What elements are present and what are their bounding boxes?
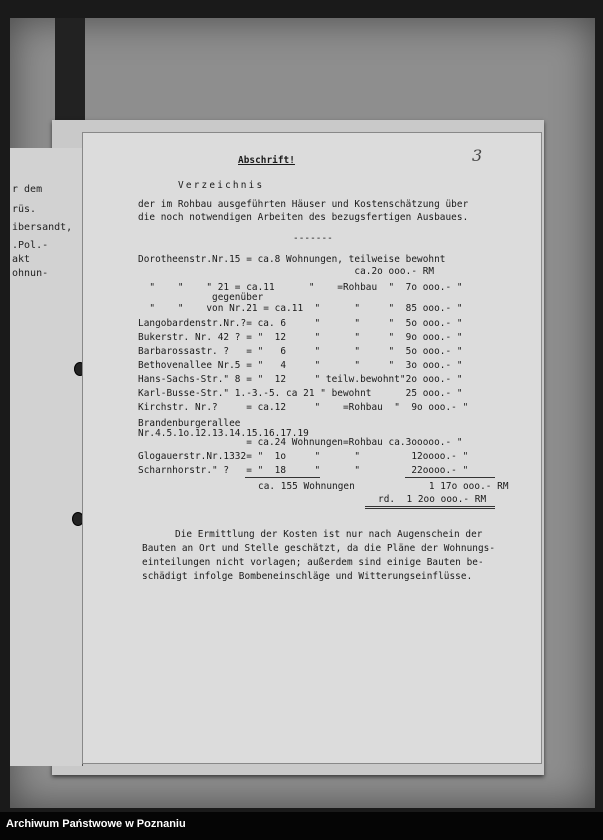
list-item: Bukerstr. Nr. 42 ? = " 12 " " " 9o ooo.- "	[138, 332, 463, 343]
list-item: Karl-Busse-Str." 1.-3.-5. ca 21 " bewohnt 25 ooo.- "	[138, 388, 463, 399]
list-item: Hans-Sachs-Str." 8 = " 12 " teilw.bewohnt"2o ooo.- "	[138, 374, 463, 385]
list-item: Glogauerstr.Nr.1332= " 1o " " 12oooo.- "	[138, 451, 469, 462]
archive-label: Archiwum Państwowe w Poznaniu	[6, 818, 186, 830]
list-item: Barbarossastr. ? = " 6 " " " 5o ooo.- "	[138, 346, 463, 357]
fragment-line: .Pol.-	[12, 240, 49, 251]
left-page-fragment	[10, 148, 83, 766]
document-heading: Abschrift!	[238, 155, 295, 166]
binder-strip	[55, 18, 85, 128]
fragment-line: akt	[12, 254, 31, 265]
subtitle-line: die noch notwendigen Arbeiten des bezugsfertigen Ausbaues.	[138, 212, 469, 223]
document-page	[82, 132, 542, 764]
note-line: schädigt infolge Bombeneinschläge und Witterungseinflüsse.	[142, 571, 473, 582]
note-line: Die Ermittlung der Kosten ist nur nach Augenschein der	[175, 529, 483, 540]
list-item: " " von Nr.21 = ca.11 " " " 85 ooo.- "	[138, 303, 463, 314]
document-title: Verzeichnis	[178, 180, 265, 191]
list-item: Scharnhorstr." ? = " 18 " " 22oooo.- "	[138, 465, 469, 476]
sum-rule	[405, 477, 495, 478]
fragment-line: r dem	[12, 184, 43, 195]
note-line: Bauten an Ort und Stelle geschätzt, da die Pläne der Wohnungs-	[142, 543, 496, 554]
list-item: Langobardenstr.Nr.?= ca. 6 " " " 5o ooo.- "	[138, 318, 463, 329]
fragment-line: ohnun-	[12, 268, 49, 279]
page-number: 3	[472, 146, 483, 165]
sum-rule	[245, 477, 320, 478]
list-item: Kirchstr. Nr.? = ca.12 " =Rohbau " 9o ooo.- "	[138, 402, 469, 413]
list-item: gegenüber	[138, 292, 264, 303]
separator: -------	[293, 233, 333, 244]
subtitle-line: der im Rohbau ausgeführten Häuser und Kostenschätzung über	[138, 199, 469, 210]
list-item: Nr.4.5.1o.12.13.14.15.16.17.19	[138, 428, 309, 439]
note-line: einteilungen nicht vorlagen; außerdem sind einige Bauten be-	[142, 557, 484, 568]
list-item: " " " 21 = ca.11 " =Rohbau " 7o ooo.- "	[138, 282, 463, 293]
total-line: ca. 155 Wohnungen 1 17o ooo.- RM	[258, 481, 509, 492]
fragment-line: rüs.	[12, 204, 37, 215]
rounded-total: rd. 1 2oo ooo.- RM	[378, 494, 487, 505]
list-item: = ca.24 Wohnungen=Rohbau ca.3ooooo.- "	[138, 437, 463, 448]
fragment-line: ibersandt,	[12, 222, 73, 233]
list-item: Dorotheenstr.Nr.15 = ca.8 Wohnungen, teilweise bewohnt	[138, 254, 446, 265]
list-item: ca.2o ooo.- RM	[138, 266, 435, 277]
list-item: Brandenburgerallee	[138, 418, 241, 429]
list-item: Bethovenallee Nr.5 = " 4 " " " 3o ooo.- "	[138, 360, 463, 371]
double-rule	[365, 506, 495, 509]
